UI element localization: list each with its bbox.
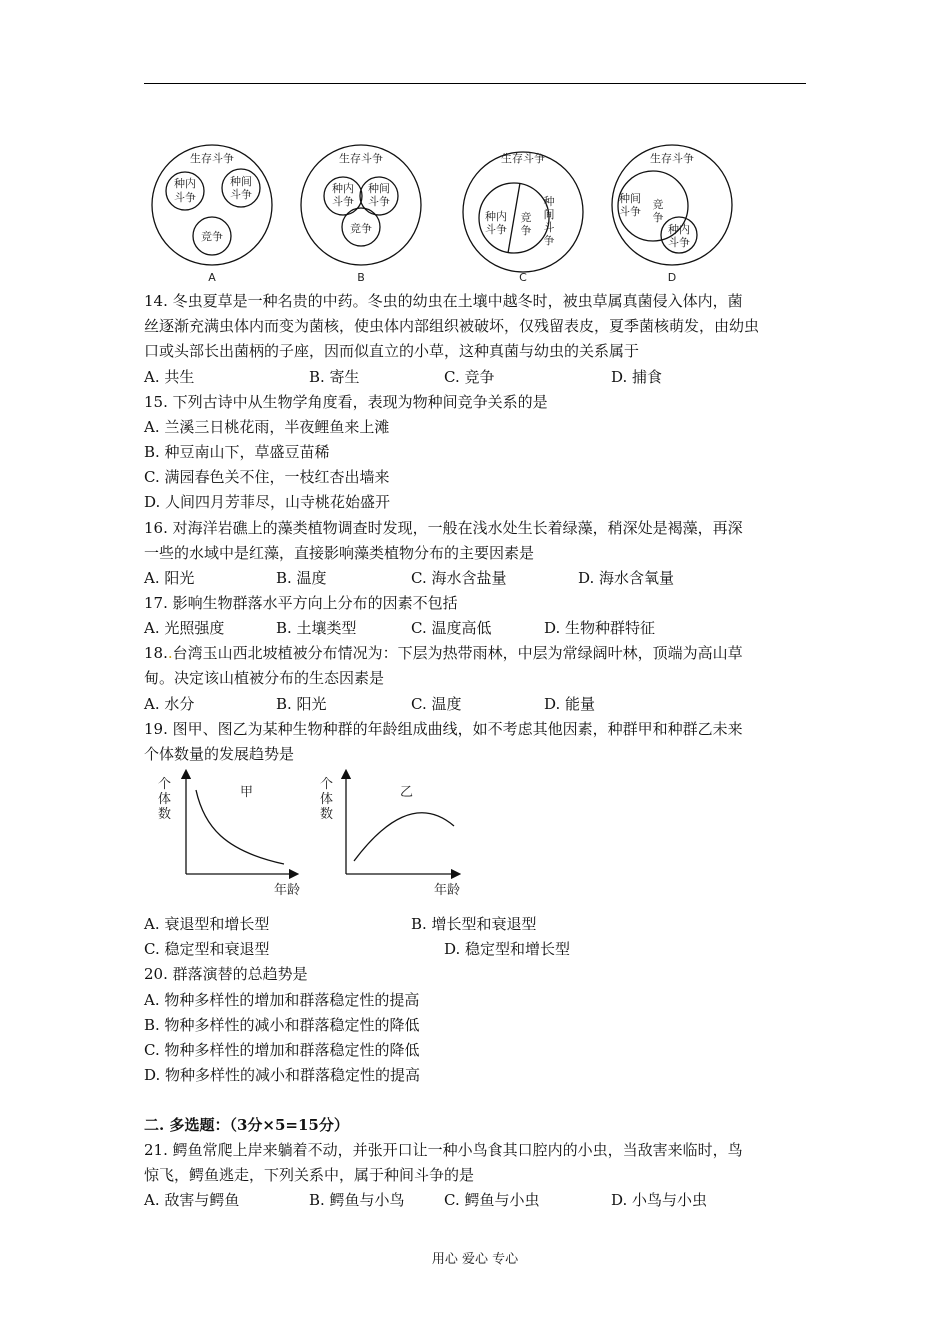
diagram-a-inter-1: 种间 xyxy=(230,175,252,188)
q15-option-b: B. 种豆南山下，草盛豆苗稀 xyxy=(144,443,330,461)
q19-option-d: D. 稳定型和增长型 xyxy=(444,940,571,958)
q16-stem-1: 16. 对海洋岩礁上的藻类植物调查时发现，一般在浅水处生长着绿藻，稍深处是褐藻，再深 xyxy=(144,519,743,537)
diagram-d-compete-2: 争 xyxy=(652,211,664,224)
graph-jia-title: 甲 xyxy=(240,785,254,800)
q18-option-c: C. 温度 xyxy=(411,695,462,713)
q18-option-d: D. 能量 xyxy=(544,695,596,713)
q18-stem-2: 甸。决定该山植被分布的生态因素是 xyxy=(144,669,385,687)
diagram-c-inter-3: 斗 xyxy=(543,221,555,234)
q18-number: 18. xyxy=(144,644,168,662)
diagram-d-compete-1: 竞 xyxy=(652,198,664,211)
q14-option-a: A. 共生 xyxy=(144,368,195,386)
page-footer: 用心 爱心 专心 xyxy=(431,1252,519,1267)
graph-yi-title: 乙 xyxy=(400,785,414,800)
q15-option-d: D. 人间四月芳菲尽，山寺桃花始盛开 xyxy=(144,493,391,511)
q18-option-a: A. 水分 xyxy=(144,695,195,713)
diagram-c-inter-2: 间 xyxy=(543,208,555,221)
q16-stem-2: 一些的水域中是红藻，直接影响藻类植物分布的主要因素是 xyxy=(144,544,535,562)
graph-yi-ylabel-2: 体 xyxy=(320,792,334,807)
diagram-d-inter-2: 斗争 xyxy=(619,205,641,218)
diagram-a-compete: 竞争 xyxy=(201,230,223,243)
diagram-d-outer-label: 生存斗争 xyxy=(650,152,694,165)
diagram-c-intra-1: 种内 xyxy=(485,210,507,223)
diagram-d-intra-2: 斗争 xyxy=(668,236,690,249)
q18-dot: . xyxy=(167,644,173,662)
diagram-c-inter-4: 争 xyxy=(543,234,555,247)
q19-stem-2: 个体数量的发展趋势是 xyxy=(144,745,295,763)
q19-stem-1: 19. 图甲、图乙为某种生物种群的年龄组成曲线，如不考虑其他因素，种群甲和种群乙未来 xyxy=(144,720,743,738)
graph-jia-ylabel-2: 体 xyxy=(158,792,172,807)
diagram-b-outer-label: 生存斗争 xyxy=(339,152,383,165)
diagram-b-inter-1: 种间 xyxy=(368,182,390,195)
q16-option-c: C. 海水含盐量 xyxy=(411,569,507,587)
q21-option-b: B. 鳄鱼与小鸟 xyxy=(309,1191,405,1209)
diagram-b-letter: B xyxy=(357,271,365,284)
graph-jia-ylabel-1: 个 xyxy=(158,777,172,792)
diagram-c-intra-2: 斗争 xyxy=(485,223,507,236)
q14-stem-3: 口或头部长出菌柄的子座，因而似直立的小草，这种真菌与幼虫的关系属于 xyxy=(144,342,640,360)
q18-stem-1 xyxy=(144,643,743,663)
diagram-b-intra-2: 斗争 xyxy=(332,195,354,208)
diagram-c-outer-label: 生存斗争 xyxy=(501,152,545,165)
q20-option-a: A. 物种多样性的增加和群落稳定性的提高 xyxy=(144,991,420,1009)
q16-option-d: D. 海水含氧量 xyxy=(578,569,675,587)
diagram-b-inter-2: 斗争 xyxy=(368,195,390,208)
q18-stem-text: 台湾玉山西北坡植被分布情况为：下层为热带雨林，中层为常绿阔叶林，顶端为高山草 xyxy=(172,644,743,662)
q15-option-c: C. 满园春色关不住，一枝红杏出墙来 xyxy=(144,468,390,486)
diagram-c-compete-1: 竞 xyxy=(520,211,532,224)
q21-stem-1: 21. 鳄鱼常爬上岸来躺着不动，并张开口让一种小鸟食其口腔内的小虫，当敌害来临时，鸟 xyxy=(144,1141,743,1159)
q15-option-a: A. 兰溪三日桃花雨，半夜鲤鱼来上滩 xyxy=(144,418,390,436)
diagram-a-intra-2: 斗争 xyxy=(174,191,196,204)
q14-option-b: B. 寄生 xyxy=(309,368,360,386)
q15-stem: 15. 下列古诗中从生物学角度看，表现为物种间竞争关系的是 xyxy=(144,393,548,411)
diagram-d-intra-1: 种内 xyxy=(668,223,690,236)
diagram-b-compete: 竞争 xyxy=(350,222,372,235)
q14-option-c: C. 竞争 xyxy=(444,368,495,386)
q20-stem: 20. 群落演替的总趋势是 xyxy=(144,965,308,983)
q17-option-c: C. 温度高低 xyxy=(411,619,492,637)
q19-option-b: B. 增长型和衰退型 xyxy=(411,915,537,933)
graph-yi-xlabel: 年龄 xyxy=(434,883,461,898)
venn-diagrams xyxy=(144,140,806,290)
q16-option-b: B. 温度 xyxy=(276,569,327,587)
graph-yi-ylabel-1: 个 xyxy=(320,777,334,792)
diagram-c-letter: C xyxy=(519,271,527,284)
q20-option-d: D. 物种多样性的减小和群落稳定性的提高 xyxy=(144,1066,421,1084)
diagram-c-inter-1: 种 xyxy=(543,195,555,208)
q17-option-b: B. 土壤类型 xyxy=(276,619,357,637)
section-2-title: 二. 多选题：（3分×5=15分） xyxy=(144,1116,349,1134)
diagram-a-letter: A xyxy=(208,271,216,284)
diagram-d-letter: D xyxy=(667,271,677,284)
diagram-a-inter-2: 斗争 xyxy=(230,188,252,201)
graph-jia-ylabel-3: 数 xyxy=(158,807,172,822)
q16-option-a: A. 阳光 xyxy=(144,569,195,587)
q19-option-c: C. 稳定型和衰退型 xyxy=(144,940,270,958)
q14-stem-2: 丝逐渐充满虫体内而变为菌核，使虫体内部组织被破坏，仅残留表皮，夏季菌核萌发，由幼虫 xyxy=(144,317,760,335)
q17-option-d: D. 生物种群特征 xyxy=(544,619,656,637)
q21-option-c: C. 鳄鱼与小虫 xyxy=(444,1191,540,1209)
graph-jia-xlabel: 年龄 xyxy=(274,883,301,898)
q21-option-d: D. 小鸟与小虫 xyxy=(611,1191,708,1209)
q21-stem-2: 惊飞，鳄鱼逃走，下列关系中，属于种间斗争的是 xyxy=(144,1166,475,1184)
diagram-a-intra-1: 种内 xyxy=(174,177,196,190)
diagram-b-intra-1: 种内 xyxy=(332,182,354,195)
q20-option-c: C. 物种多样性的增加和群落稳定性的降低 xyxy=(144,1041,420,1059)
q20-option-b: B. 物种多样性的减小和群落稳定性的降低 xyxy=(144,1016,420,1034)
q17-option-a: A. 光照强度 xyxy=(144,619,225,637)
q19-option-a: A. 衰退型和增长型 xyxy=(144,915,270,933)
q17-stem: 17. 影响生物群落水平方向上分布的因素不包括 xyxy=(144,594,458,612)
graph-yi-ylabel-3: 数 xyxy=(320,807,334,822)
diagram-a-outer-label: 生存斗争 xyxy=(190,152,234,165)
diagram-c-compete-2: 争 xyxy=(520,224,532,237)
age-structure-graphs xyxy=(144,766,504,900)
q14-option-d: D. 捕食 xyxy=(611,368,663,386)
q14-stem-1: 14. 冬虫夏草是一种名贵的中药。冬虫的幼虫在土壤中越冬时，被虫草属真菌侵入体内，菌 xyxy=(144,292,743,310)
diagram-d-inter-1: 种间 xyxy=(619,192,641,205)
q18-option-b: B. 阳光 xyxy=(276,695,327,713)
header-rule xyxy=(144,83,806,84)
q21-option-a: A. 敌害与鳄鱼 xyxy=(144,1191,240,1209)
